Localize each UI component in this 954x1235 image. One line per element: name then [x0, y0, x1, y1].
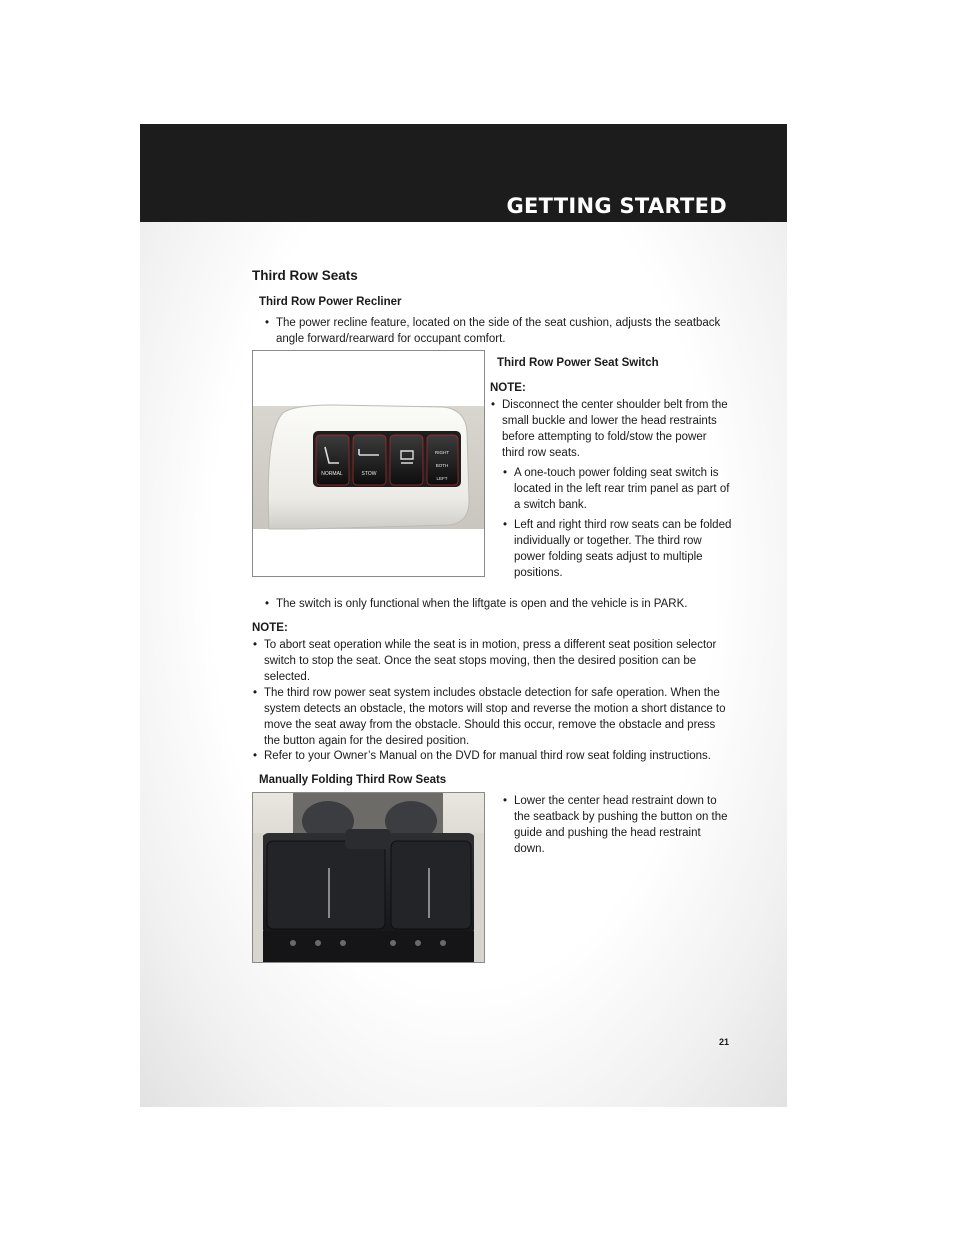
seat-switch-photo — [253, 351, 484, 576]
switch-bullet-2: • Left and right third row seats can be folded individually or together. The third row power folding seats adjust to multiple positions. — [514, 517, 734, 581]
page-number: 21 — [719, 1037, 730, 1047]
switch-bullet-1: • A one-touch power folding seat switch is located in the left rear trim panel as part of a switch bank. — [514, 465, 734, 513]
note-label-1: NOTE: — [490, 382, 526, 394]
switch-label-right: RIGHT — [435, 450, 449, 455]
note-label-2: NOTE: — [252, 622, 288, 634]
note-bullet-1: • Disconnect the center shoulder belt from the small buckle and lower the head restraints before attempting to fold/stow the power third row seats. — [502, 397, 732, 461]
seat-switch-heading: Third Row Power Seat Switch — [497, 357, 659, 369]
third-row-seats-photo — [253, 793, 484, 962]
switch-label-both: BOTH — [435, 463, 449, 468]
switch-label-left: LEFT — [436, 476, 448, 481]
third-row-seats-figure — [252, 792, 485, 963]
page-header — [140, 124, 787, 222]
switch-label-normal: NORMAL — [321, 471, 343, 477]
manual-heading: Manually Folding Third Row Seats — [259, 774, 447, 786]
seat-switch-figure — [252, 350, 485, 577]
recliner-bullet: • The power recline feature, located on the side of the seat cushion, adjusts the seatback angle forward/rearward for occupant comfort. — [276, 315, 726, 347]
manual-bullet: • Lower the center head restraint down to the seatback by pushing the button on the guide and pushing the head restraint down. — [514, 793, 734, 857]
note2-bullet-3: • Refer to your Owner’s Manual on the DVD for manual third row seat folding instructions. — [264, 748, 739, 764]
header-title: GETTING STARTED — [506, 194, 727, 218]
liftgate-bullet: • The switch is only functional when the liftgate is open and the vehicle is in PARK. — [276, 596, 736, 612]
section-title: Third Row Seats — [252, 268, 358, 283]
note2-bullet-1: • To abort seat operation while the seat is in motion, press a different seat position selector switch to stop the seat. Once the seat stops moving, then the desired position can be selected. — [264, 637, 732, 685]
recliner-heading: Third Row Power Recliner — [259, 296, 402, 308]
note2-bullet-2: • The third row power seat system includes obstacle detection for safe operation. When the system detects an obstacle, the motors will stop and reverse the motion a short distance to move the seat away from the obstacle. Should this occur, remove the obstacle and press the button again for the desired position. — [264, 685, 732, 749]
switch-label-stow: STOW — [361, 471, 377, 477]
